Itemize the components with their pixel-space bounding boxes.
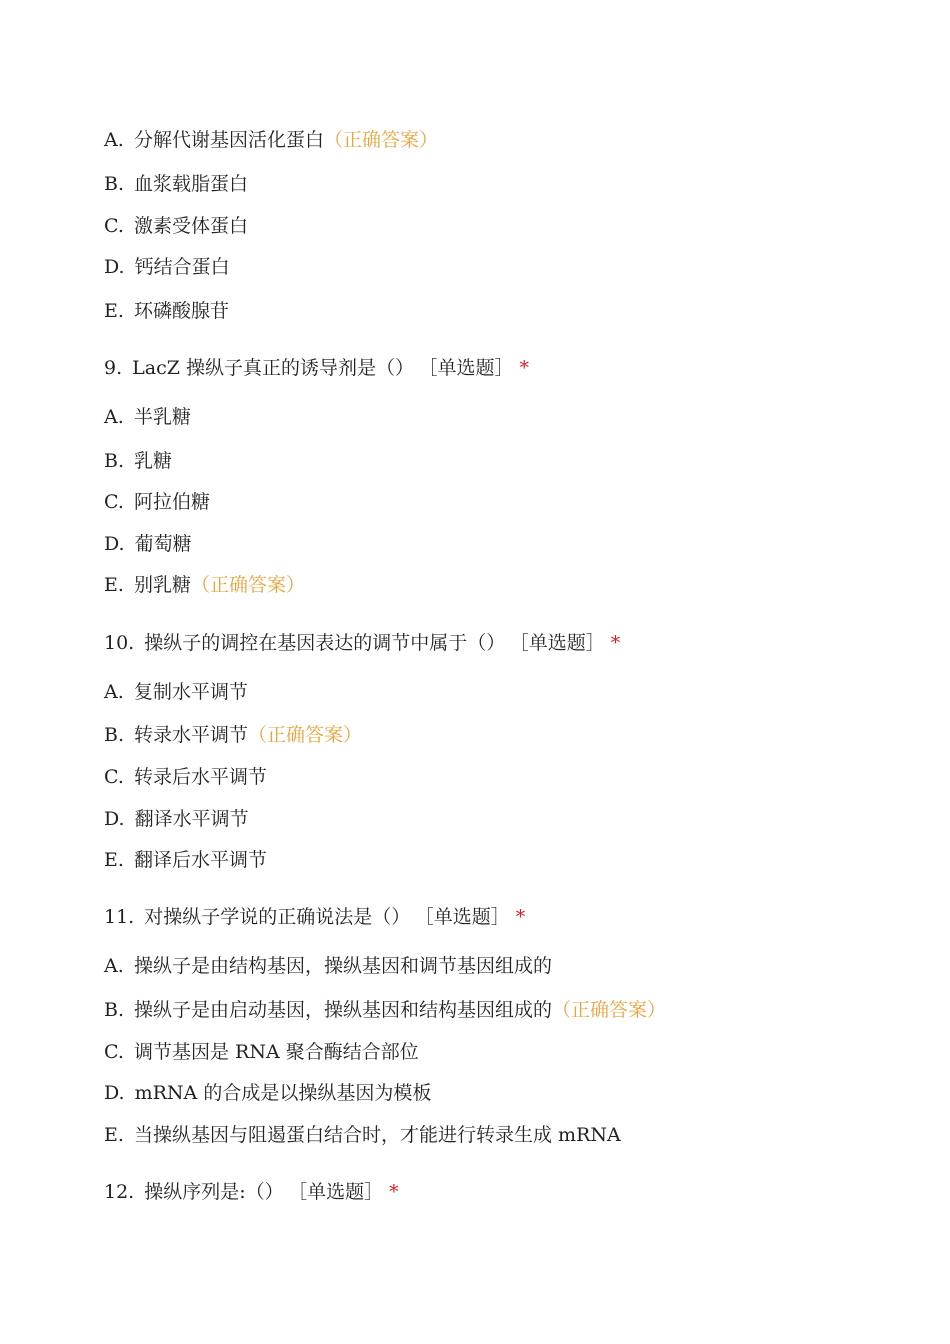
- option-text: 半乳糖: [134, 406, 192, 428]
- option-line: [104, 128, 438, 152]
- required-marker: *: [515, 906, 526, 928]
- option-letter: A.: [104, 406, 124, 428]
- correct-answer-mark: （正确答案）: [248, 724, 363, 746]
- correct-answer-mark: （正确答案）: [324, 129, 439, 151]
- option-line: [104, 1040, 419, 1064]
- question-title: [104, 905, 525, 929]
- option-line: [104, 573, 305, 597]
- option-line: [104, 299, 229, 323]
- required-marker: *: [389, 1181, 399, 1203]
- option-text: 乳糖: [134, 450, 173, 472]
- option-text: 葡萄糖: [134, 533, 192, 555]
- option-line: [104, 449, 172, 473]
- option-line: [104, 723, 362, 747]
- option-letter: B.: [104, 724, 125, 746]
- option-line: [104, 848, 267, 872]
- option-text: 环磷酸腺苷: [134, 300, 230, 322]
- option-text: 血浆载脂蛋白: [134, 173, 249, 195]
- option-letter: C.: [104, 766, 124, 788]
- option-text: 别乳糖: [134, 574, 192, 596]
- option-text: 操纵子是由启动基因，操纵基因和结构基因组成的: [134, 999, 553, 1021]
- option-letter: E.: [104, 300, 124, 322]
- option-letter: E.: [104, 574, 124, 596]
- option-line: [104, 807, 249, 831]
- option-letter: B.: [104, 999, 125, 1021]
- question-title: [104, 1180, 399, 1204]
- option-line: [104, 1081, 431, 1105]
- option-letter: D.: [104, 1082, 125, 1104]
- option-letter: B.: [104, 173, 125, 195]
- correct-answer-mark: （正确答案）: [552, 999, 667, 1021]
- option-text: 复制水平调节: [134, 681, 249, 703]
- question-type-tag: ［单选题］: [297, 1181, 384, 1203]
- option-line: [104, 214, 248, 238]
- option-text: mRNA 的合成是以操纵基因为模板: [134, 1082, 432, 1104]
- option-text: 转录水平调节: [134, 724, 249, 746]
- option-line: [104, 255, 230, 279]
- option-letter: D.: [104, 808, 125, 830]
- option-letter: A.: [104, 681, 124, 703]
- option-letter: C.: [104, 1041, 124, 1063]
- option-text: 操纵子是由结构基因，操纵基因和调节基因组成的: [134, 955, 553, 977]
- option-letter: E.: [104, 849, 124, 871]
- correct-answer-mark: （正确答案）: [191, 574, 306, 596]
- option-letter: E.: [104, 1124, 124, 1146]
- question-type-tag: ［单选题］: [424, 906, 510, 928]
- question-number: 11.: [104, 906, 135, 928]
- option-text: 钙结合蛋白: [134, 256, 230, 278]
- question-number: 12.: [104, 1181, 135, 1203]
- required-marker: *: [519, 357, 529, 379]
- option-text: 当操纵基因与阻遏蛋白结合时，才能进行转录生成 mRNA: [134, 1124, 621, 1146]
- option-text: 分解代谢基因活化蛋白: [134, 129, 325, 151]
- option-line: [104, 765, 267, 789]
- question-number: 9.: [104, 357, 123, 379]
- option-text: 转录后水平调节: [134, 766, 268, 788]
- question-text: LacZ 操纵子真正的诱导剂是（）: [132, 357, 414, 379]
- option-line: [104, 680, 248, 704]
- option-text: 翻译水平调节: [134, 808, 249, 830]
- question-text: 操纵子的调控在基因表达的调节中属于（）: [144, 632, 506, 654]
- option-line: [104, 172, 248, 196]
- option-text: 阿拉伯糖: [134, 491, 211, 513]
- option-letter: C.: [104, 215, 124, 237]
- option-letter: A.: [104, 955, 124, 977]
- option-line: [104, 490, 210, 514]
- option-line: [104, 532, 192, 556]
- required-marker: *: [610, 632, 621, 654]
- question-text: 对操纵子学说的正确说法是（）: [144, 906, 411, 928]
- option-line: [104, 405, 191, 429]
- option-text: 调节基因是 RNA 聚合酶结合部位: [134, 1041, 419, 1063]
- question-title: [104, 356, 529, 380]
- option-letter: A.: [104, 129, 124, 151]
- question-type-tag: ［单选题］: [427, 357, 514, 379]
- option-text: 激素受体蛋白: [134, 215, 249, 237]
- question-text: 操纵序列是:（）: [144, 1181, 284, 1203]
- option-letter: D.: [104, 533, 125, 555]
- option-line: [104, 1123, 621, 1147]
- option-text: 翻译后水平调节: [134, 849, 268, 871]
- option-letter: B.: [104, 450, 125, 472]
- option-line: [104, 954, 552, 978]
- option-line: [104, 998, 666, 1022]
- option-letter: C.: [104, 491, 124, 513]
- question-title: [104, 631, 620, 655]
- question-type-tag: ［单选题］: [519, 632, 605, 654]
- option-letter: D.: [104, 256, 125, 278]
- question-number: 10.: [104, 632, 135, 654]
